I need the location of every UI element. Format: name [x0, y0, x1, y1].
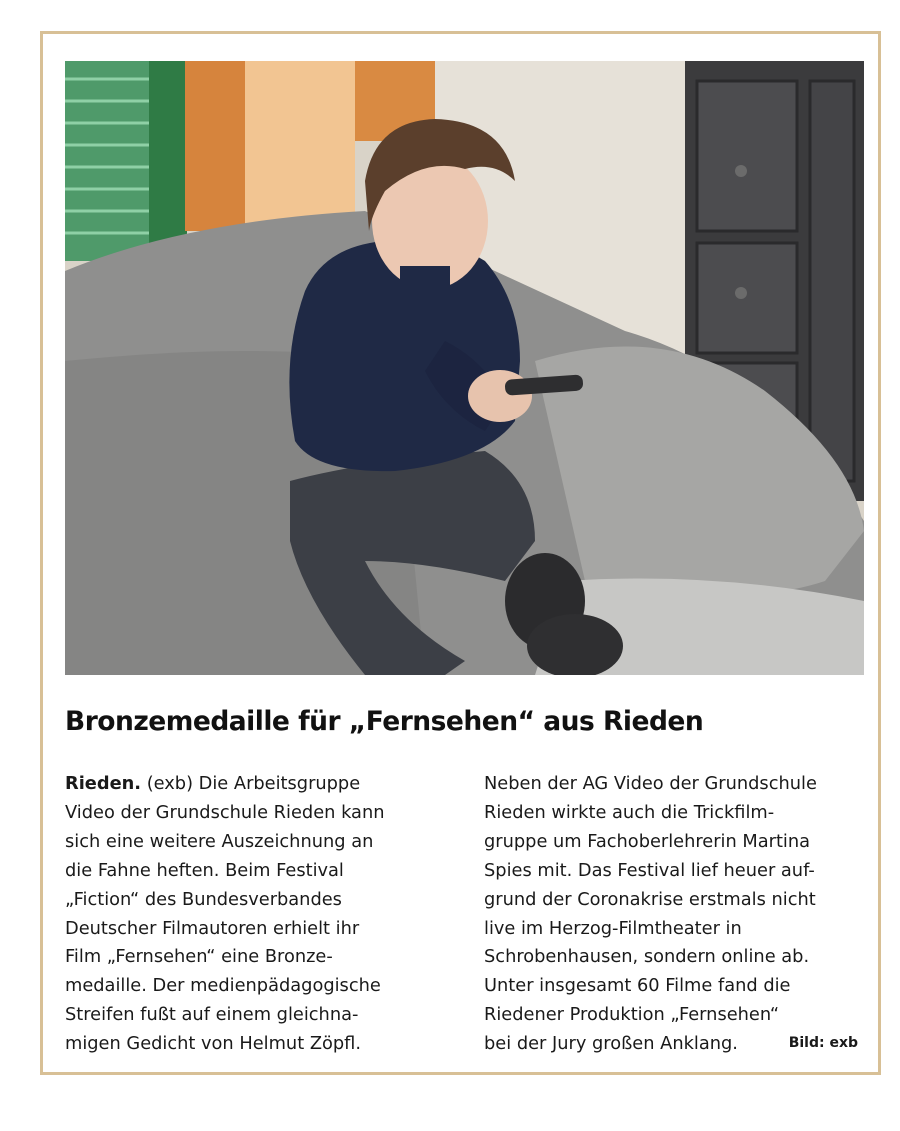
article-dateline: Rieden.	[65, 773, 142, 794]
body-line: grund der Coronakrise erstmals nicht	[484, 888, 816, 910]
article-body-left-column	[65, 770, 385, 1059]
photo-boy-on-sofa-illustration	[65, 61, 864, 675]
photo-credit: Bild: exb	[788, 1035, 858, 1051]
body-line: Riedener Produktion „Fernsehen“	[484, 1004, 780, 1026]
body-line: Video der Grundschule Rieden kann	[65, 801, 385, 823]
body-line: Streifen fußt auf einem gleichna-	[65, 1004, 359, 1026]
body-line-text: (exb) Die Arbeitsgruppe	[141, 773, 361, 794]
body-line: Schrobenhausen, sondern online ab.	[484, 946, 810, 968]
body-line: Spies mit. Das Festival lief heuer auf-	[484, 859, 815, 881]
body-line: migen Gedicht von Helmut Zöpfl.	[65, 1033, 362, 1055]
body-line: live im Herzog-Filmtheater in	[484, 917, 742, 939]
body-line: gruppe um Fachoberlehrerin Martina	[484, 830, 811, 852]
body-line	[65, 770, 385, 799]
body-line: bei der Jury großen Anklang.	[484, 1033, 738, 1055]
body-line: Unter insgesamt 60 Filme fand die	[484, 975, 791, 997]
article-photo	[65, 61, 864, 675]
body-line: Rieden wirkte auch die Trickfilm-	[484, 801, 775, 823]
body-line: Deutscher Filmautoren erhielt ihr	[65, 917, 360, 939]
body-line: Neben der AG Video der Grundschule	[484, 773, 817, 794]
article-headline: Bronzemedaille für „Fernsehen“ aus Rieden	[65, 706, 704, 737]
body-line: „Fiction“ des Bundesverbandes	[65, 888, 342, 910]
article-body-right-column	[484, 770, 817, 1059]
body-line: medaille. Der medienpädagogische	[65, 975, 381, 997]
body-line: sich eine weitere Auszeichnung an	[65, 830, 374, 852]
body-line: Film „Fernsehen“ eine Bronze-	[65, 946, 333, 968]
body-line: die Fahne heften. Beim Festival	[65, 859, 344, 881]
article-frame	[40, 31, 881, 1075]
